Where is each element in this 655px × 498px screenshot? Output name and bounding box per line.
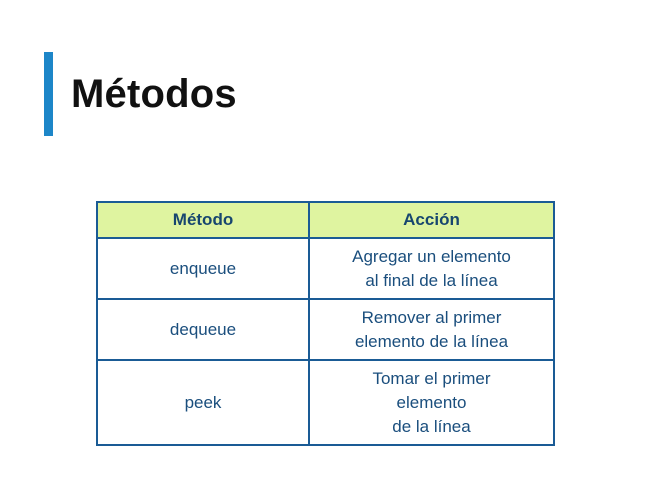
table-header-row [97,202,554,238]
page-title: Métodos [71,72,237,116]
column-header-method: Método [97,202,309,238]
method-cell: enqueue [97,238,309,299]
title-accent-bar [44,52,53,136]
table-row [97,299,554,360]
action-cell: Tomar el primer elemento de la línea [309,360,554,445]
column-header-action: Acción [309,202,554,238]
method-cell: peek [97,360,309,445]
methods-table [96,201,555,446]
action-cell: Remover al primer elemento de la línea [309,299,554,360]
method-cell: dequeue [97,299,309,360]
table-row [97,360,554,445]
table-row [97,238,554,299]
action-cell: Agregar un elemento al final de la línea [309,238,554,299]
